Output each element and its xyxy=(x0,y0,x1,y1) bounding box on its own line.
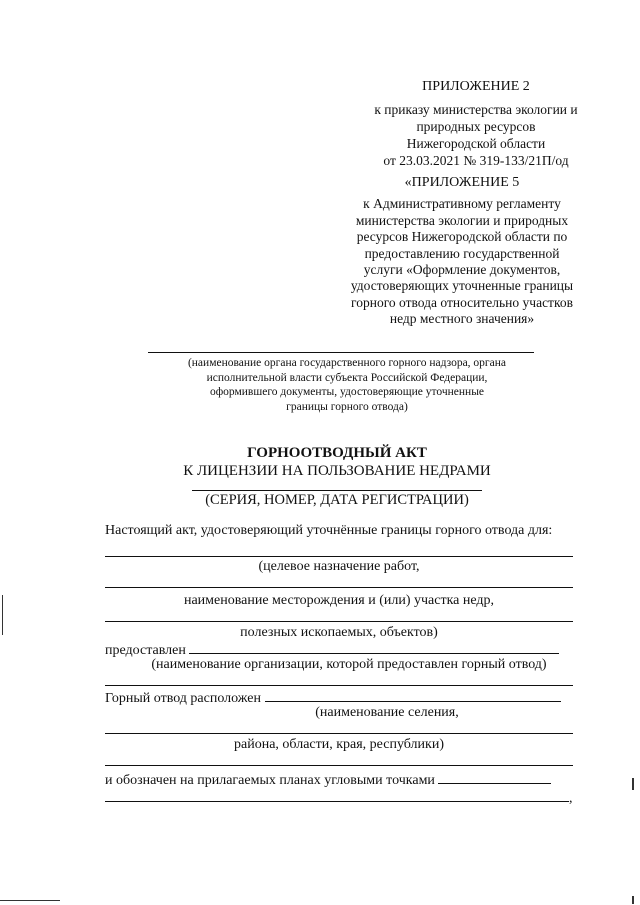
caption-deposit: наименование месторождения и (или) участка недр, xyxy=(183,593,495,608)
document-title xyxy=(180,444,494,509)
caption-purpose: (целевое назначение работ, xyxy=(258,559,420,574)
caption-line: оформившего документы, удостоверяющие уточненные xyxy=(209,386,485,398)
end-comma: , xyxy=(569,791,573,806)
appendix-2-line: от 23.03.2021 № 319-133/21П/од xyxy=(383,153,569,168)
appendix-5-line: ресурсов Нижегородской области по xyxy=(356,229,568,245)
scan-edge-mark xyxy=(2,595,3,635)
final-fill-line xyxy=(105,789,569,802)
caption-line: исполнительной власти субъекта Российской Федерации, xyxy=(206,371,488,384)
caption-region: района, области, края, республики) xyxy=(234,737,444,752)
organ-caption xyxy=(146,356,534,414)
fill-line xyxy=(105,685,573,686)
caption-organization: (наименование организации, которой предоставлен горный отвод) xyxy=(151,657,547,672)
series-caption: (СЕРИЯ, НОМЕР, ДАТА РЕГИСТРАЦИИ) xyxy=(192,490,482,509)
scan-edge-mark xyxy=(632,896,634,904)
corners-fill-line xyxy=(438,771,551,784)
located-label: Горный отвод расположен xyxy=(105,691,261,706)
fill-line xyxy=(105,621,573,622)
appendix-5-line: к Административному регламенту xyxy=(363,196,561,212)
appendix-2-heading: ПРИЛОЖЕНИЕ 2 xyxy=(422,79,530,94)
final-row xyxy=(105,789,575,807)
appendix-2-line: к приказу министерства экологии и xyxy=(374,102,578,117)
fill-line xyxy=(105,765,573,766)
located-fill-line xyxy=(265,689,561,702)
granted-label: предоставлен xyxy=(105,643,186,658)
appendix-2-line: Нижегородской области xyxy=(406,136,546,151)
scan-edge-mark xyxy=(632,778,634,790)
appendix-5-line: предоставлению государственной xyxy=(364,245,560,261)
appendix-5-line: министерства экологии и природных xyxy=(355,212,569,228)
appendix-2-block xyxy=(360,78,592,169)
appendix-5-line: услуги «Оформление документов, xyxy=(363,262,561,278)
corners-row xyxy=(105,771,575,789)
appendix-5-line: горного отвода относительно участков xyxy=(351,294,573,310)
caption-minerals: полезных ископаемых, объектов) xyxy=(240,625,438,640)
title-main: ГОРНООТВОДНЫЙ АКТ xyxy=(247,445,427,461)
appendix-5-block xyxy=(330,175,594,328)
caption-line: (наименование органа государственного горного надзора, органа xyxy=(187,357,507,369)
appendix-2-line: природных ресурсов xyxy=(416,119,536,134)
intro-text: Настоящий акт, удостоверяющий уточнённые границы горного отвода для: xyxy=(105,523,553,538)
fill-line xyxy=(148,352,534,353)
granted-fill-line xyxy=(189,641,559,654)
caption-line: границы горного отвода) xyxy=(286,400,408,413)
corners-label: и обозначен на прилагаемых планах угловыми точками xyxy=(105,773,435,788)
appendix-5-line: недр местного значения» xyxy=(389,311,535,327)
title-sub: К ЛИЦЕНЗИИ НА ПОЛЬЗОВАНИЕ НЕДРАМИ xyxy=(183,463,491,479)
appendix-5-line: удостоверяющих уточненные границы xyxy=(350,278,574,294)
appendix-5-heading: «ПРИЛОЖЕНИЕ 5 xyxy=(404,175,520,190)
fill-line xyxy=(105,733,573,734)
fill-line xyxy=(105,587,573,588)
supervisory-organ-field xyxy=(146,352,534,414)
fill-line xyxy=(105,556,573,557)
caption-settlement: (наименование селения, xyxy=(315,705,459,720)
scan-edge-mark xyxy=(0,900,60,901)
